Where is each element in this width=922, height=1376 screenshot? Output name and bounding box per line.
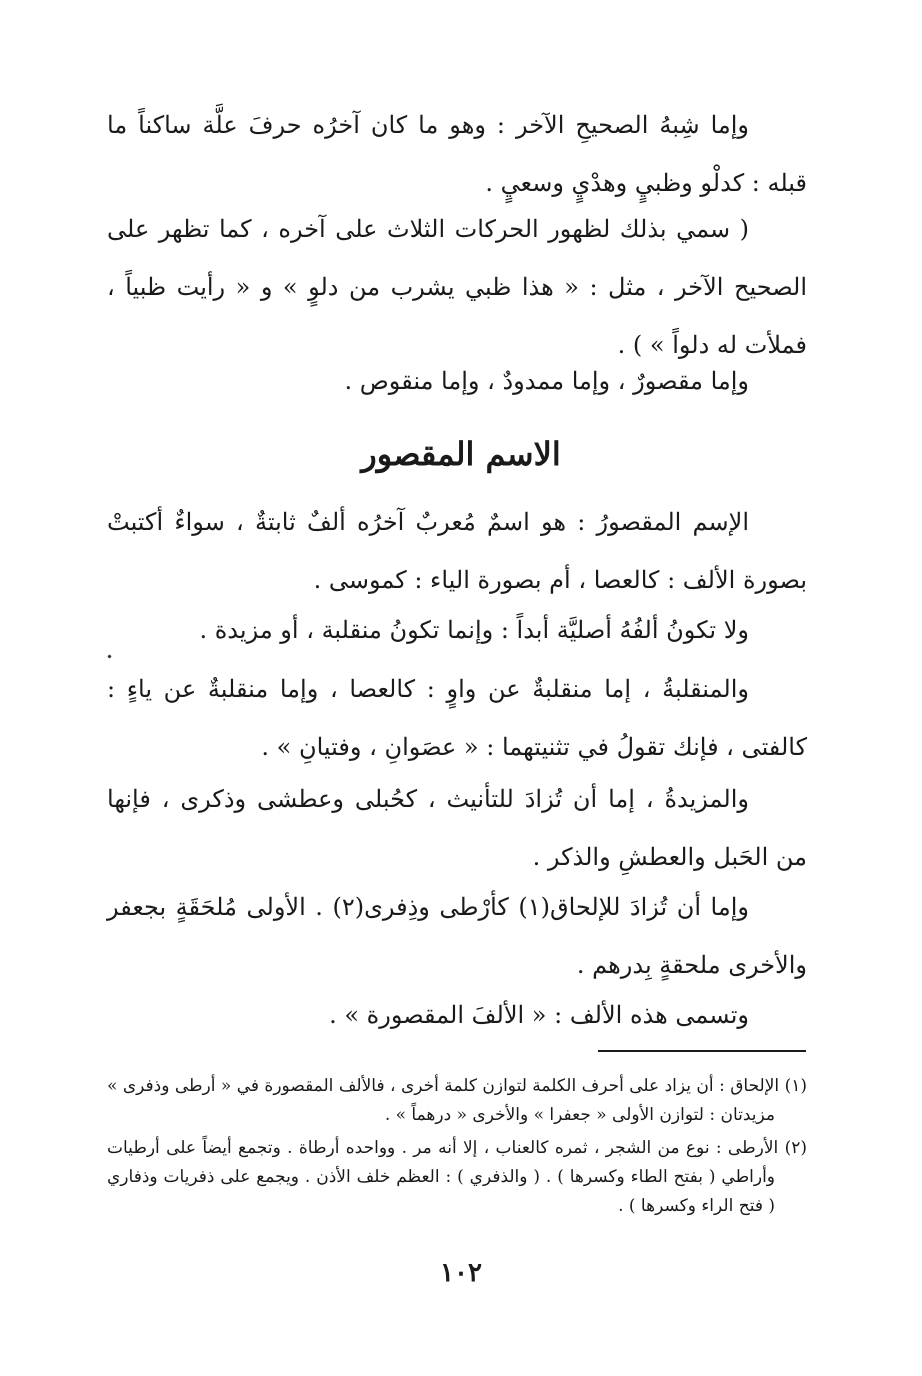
paragraph-added-alif: والمزيدةُ ، إما أن تُزادَ للتأنيث ، كحُبلى وعطشى وذكرى ، فإنها من الحَبل والعطشِ والذكر .: [107, 785, 807, 871]
paragraph-naming-reason: ( سمي بذلك لظهور الحركات الثلاث على آخره ، كما تظهر على الصحيح الآخر ، مثل : « هذا ظبي يشرب من دلوٍ » و « رأيت ظبياً ، فملأت له دلواً » ) .: [107, 215, 807, 359]
paragraph-semi-sound-noun: وإما شِبهُ الصحيحِ الآخر : وهو ما كان آخرُه حرفَ علَّة ساكناً ما قبله : كدلْو وظبيٍ وهدْيٍ وسعيٍ .: [107, 111, 807, 197]
footnote-1: (١) الإلحاق : أن يزاد على أحرف الكلمة لتوازن كلمة أخرى ، فالألف المقصورة في « أرطى وذفرى » مزيدتان : لتوازن الأولى « جعفرا » والأخرى « درهماً » .: [107, 1076, 807, 1125]
footnote-separator: [598, 1050, 806, 1052]
paragraph-ilhaq: وإما أن تُزادَ للإلحاق(١) كأرْطى وذِفرى(٢) . الأولى مُلحَقَةٍ بجعفر والأخرى ملحقةٍ بِدرهم .: [107, 893, 807, 979]
footnote-2: (٢) الأرطى : نوع من الشجر ، ثمره كالعناب ، إلا أنه مر . وواحده أرطاة . وتجمع أيضاً على أرطيات وأراطي ( بفتح الطاء وكسرها ) . ( والذفري ) : العظم خلف الأذن . ويجمع على ذفريات وذفاري ( فتح الراء وكسرها ) .: [107, 1138, 807, 1216]
paragraph-alif-name: وتسمى هذه الألف : « الألفَ المقصورة » .: [329, 1001, 749, 1029]
page-number: ١٠٢: [440, 1258, 482, 1288]
section-heading: الاسم المقصور: [361, 435, 561, 473]
paragraph-converted-alif: والمنقلبةُ ، إما منقلبةٌ عن واوٍ : كالعصا ، وإما منقلبةٌ عن ياءٍ : كالفتى ، فإنك تقولُ في تثنيتهما : « عصَوانِ ، وفتيانِ » .: [107, 675, 807, 761]
paragraph-definition: الإسم المقصورُ : هو اسمٌ مُعربٌ آخرُه ألفٌ ثابتةٌ ، سواءٌ أكتبتْ بصورة الألف : كالعصا ، أم بصورة الياء : كموسى .: [107, 508, 807, 594]
paragraph-noun-types: وإما مقصورٌ ، وإما ممدودٌ ، وإما منقوص .: [344, 367, 749, 395]
paragraph-alif-origin: ولا تكونُ ألفُهُ أصليَّة أبداً : وإنما تكونُ منقلبة ، أو مزيدة .: [199, 616, 749, 644]
